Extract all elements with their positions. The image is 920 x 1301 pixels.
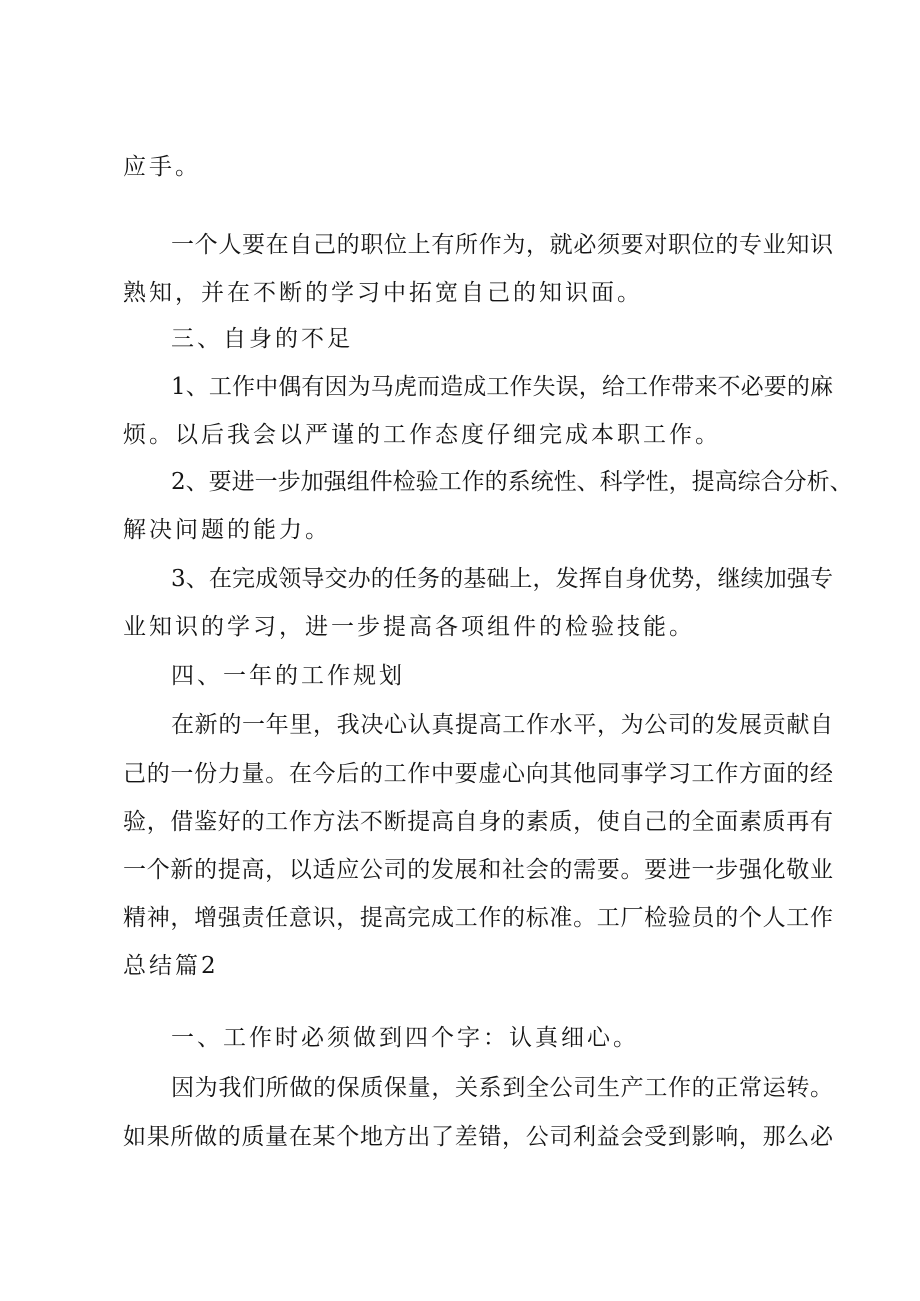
text-line-7: 2、要进一步加强组件检验工作的系统性、科学性，提高综合分析、 bbox=[171, 469, 853, 495]
text-line-9: 3、在完成领导交办的任务的基础上，发挥自身优势，继续加强专 bbox=[171, 566, 833, 592]
section-heading-shortcomings: 三、自身的不足 bbox=[171, 326, 353, 352]
text-line-10: 业知识的学习，进一步提高各项组件的检验技能。 bbox=[123, 614, 695, 640]
section-heading-careful: 一、工作时必须做到四个字：认真细心。 bbox=[171, 1025, 639, 1051]
section-heading-annual-plan: 四、一年的工作规划 bbox=[171, 663, 405, 689]
text-line-1: 应手。 bbox=[123, 154, 201, 180]
text-line-8: 解决问题的能力。 bbox=[123, 517, 331, 543]
text-line-20: 如果所做的质量在某个地方出了差错，公司利益会受到影响，那么必 bbox=[123, 1124, 833, 1150]
text-line-14: 验，借鉴好的工作方法不断提高自身的素质，使自己的全面素质再有 bbox=[123, 809, 833, 835]
text-line-17: 总结篇2 bbox=[123, 953, 219, 979]
text-line-19: 因为我们所做的保质保量，关系到全公司生产工作的正常运转。 bbox=[171, 1075, 833, 1101]
text-line-15: 一个新的提高，以适应公司的发展和社会的需要。要进一步强化敬业 bbox=[123, 857, 833, 883]
text-line-3: 熟知，并在不断的学习中拓宽自己的知识面。 bbox=[123, 280, 643, 306]
text-line-16: 精神，增强责任意识，提高完成工作的标准。工厂检验员的个人工作 bbox=[123, 905, 833, 931]
text-line-2: 一个人要在自己的职位上有所作为，就必须要对职位的专业知识 bbox=[171, 232, 833, 258]
text-line-13: 己的一份力量。在今后的工作中要虚心向其他同事学习工作方面的经 bbox=[123, 761, 833, 787]
text-line-6: 烦。以后我会以严谨的工作态度仔细完成本职工作。 bbox=[123, 422, 721, 448]
text-line-12: 在新的一年里，我决心认真提高工作水平，为公司的发展贡献自 bbox=[171, 712, 833, 738]
text-line-5: 1、工作中偶有因为马虎而造成工作失误，给工作带来不必要的麻 bbox=[171, 374, 833, 400]
